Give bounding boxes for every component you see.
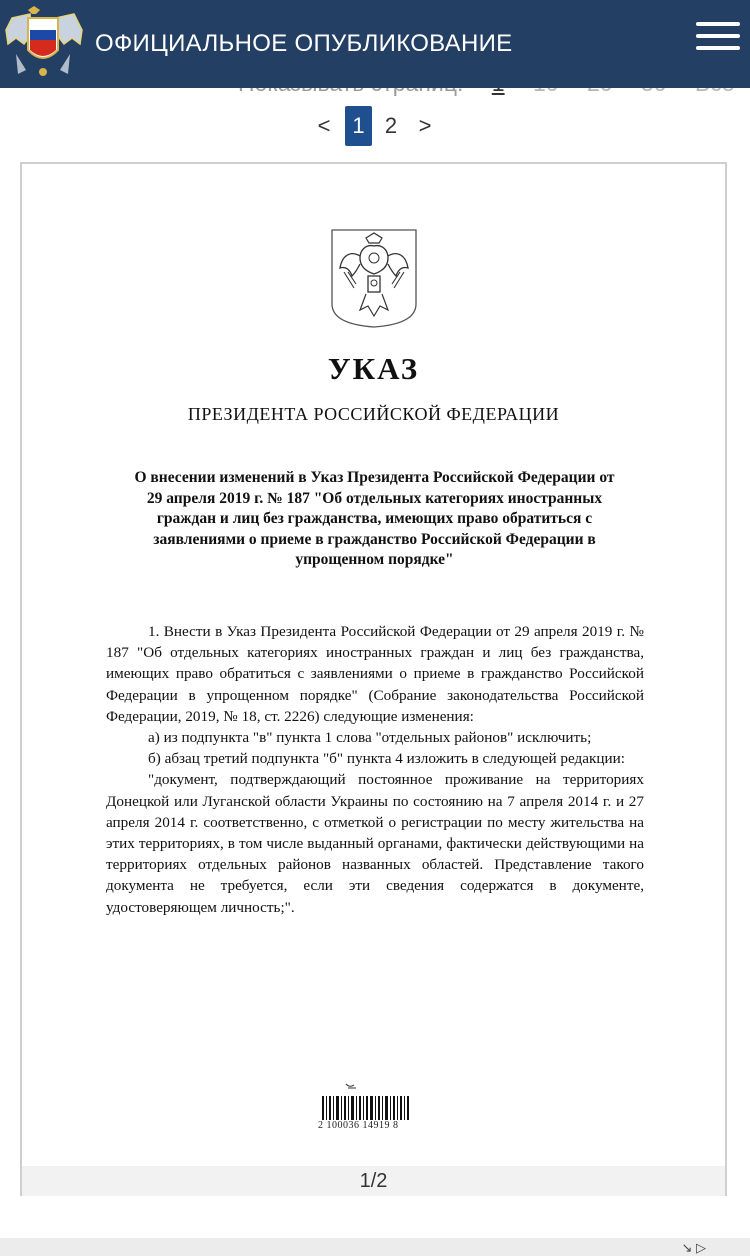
barcode-number: 2 100036 14919 8	[318, 1120, 399, 1131]
next-page-button[interactable]: >	[418, 113, 432, 138]
decree-subtitle: ПРЕЗИДЕНТА РОССИЙСКОЙ ФЕДЕРАЦИИ	[187, 404, 560, 424]
paragraph: "документ, подтверждающий постоянное проживание на территориях Донецкой или Луганской области Украины по состоянию на 7 апреля 2014 г. и 27 апреля 2014 г. соответственно, с отметкой о регистрации по месту жительства на этих территориях, в том числе выданный органами, фактически действующими на территориях отдельных районов названных областей. Представление такого документа не требуется, если эти сведения содержатся в документе, удостоверяющем личность;".	[106, 771, 644, 916]
decree-title: УКАЗ	[327, 351, 420, 386]
page-counter: 1/2	[22, 1166, 725, 1196]
share-icon[interactable]: ↘ ▷	[681, 1240, 706, 1255]
decree-body	[106, 621, 644, 918]
document-viewer[interactable]	[20, 162, 727, 1196]
prev-page-button[interactable]: <	[317, 113, 331, 138]
page-2-button[interactable]: 2	[384, 113, 398, 138]
paragraph: а) из подпункта "в" пункта 1 слова "отдельных районов" исключить;	[148, 729, 592, 747]
site-title: ОФИЦИАЛЬНОЕ ОПУБЛИКОВАНИЕ	[95, 30, 513, 57]
paragraph: 1. Внести в Указ Президента Российской Федерации от 29 апреля 2019 г. № 187 "Об отдельных категориях иностранных граждан и лиц без гражданства, имеющих право обратиться с заявлениями о приеме в гражданство Российской Федерации в упрощенном порядке" (Собрание законодательства Российской Федерации, 2019, № 18, ст. 2226) следующие изменения:	[106, 623, 644, 725]
paragraph: б) абзац третий подпункта "б" пункта 4 изложить в следующей редакции:	[148, 750, 626, 768]
russia-coat-of-arms-icon	[330, 228, 418, 329]
decree-heading: О внесении изменений в Указ Президента Российской Федерации от 29 апреля 2019 г. № 187 "Об отдельных категориях иностранных граждан и лиц без гражданства, имеющих право обратиться с заявлениями о приеме в гражданство Российской Федерации в упрощенном порядке"	[134, 469, 615, 569]
fso-emblem-icon[interactable]	[2, 4, 84, 80]
page-1-button[interactable]: 1	[345, 106, 372, 146]
site-header	[0, 0, 750, 88]
bottom-toolbar	[0, 1238, 750, 1256]
hamburger-menu-icon[interactable]	[696, 22, 740, 56]
